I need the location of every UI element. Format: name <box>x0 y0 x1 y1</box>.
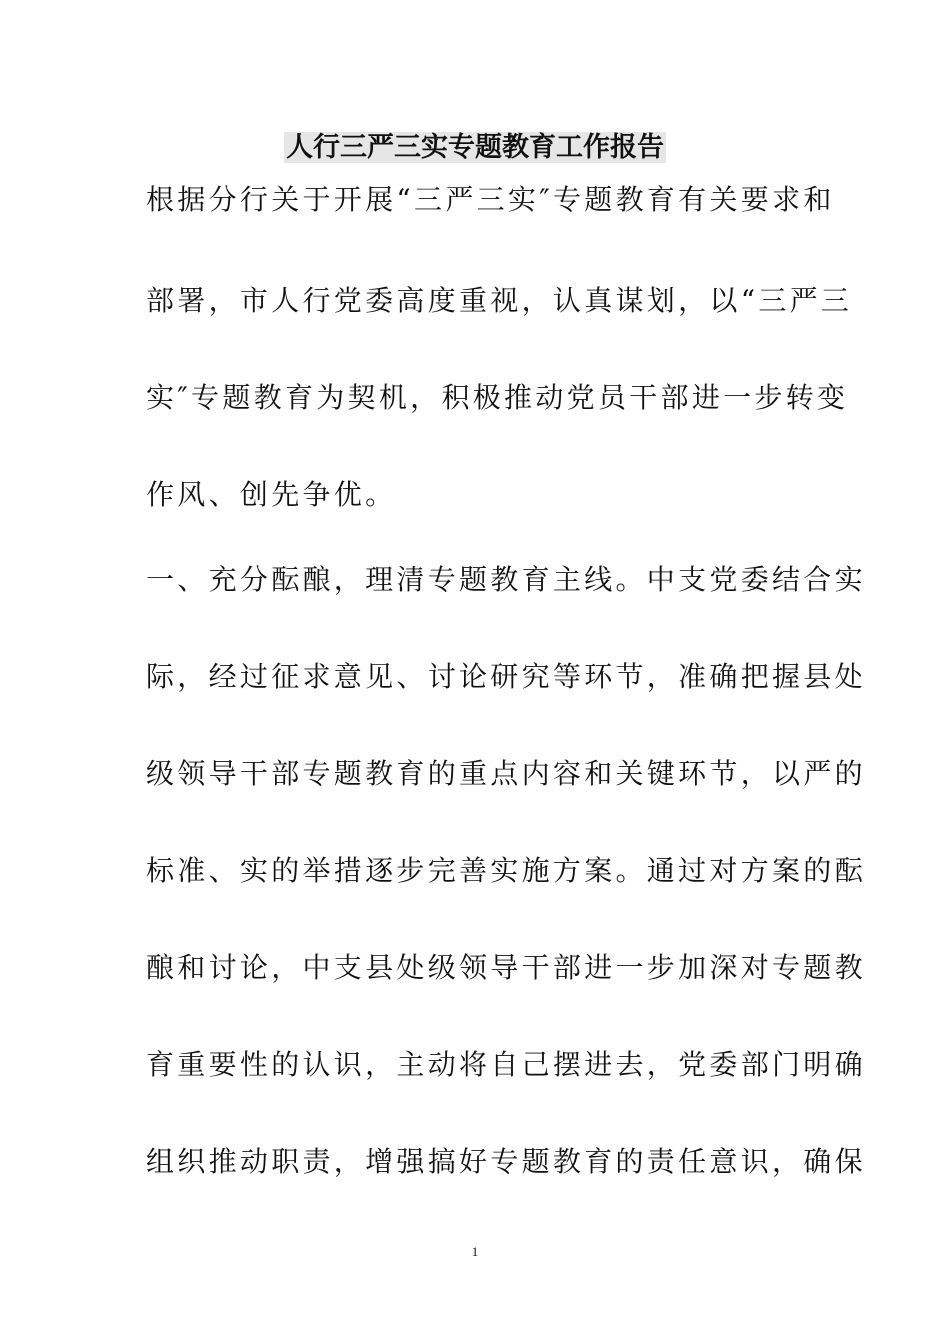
document-title-text: 人行三严三实专题教育工作报告 <box>286 132 664 163</box>
body-text-line: 育重要性的认识，主动将自己摆进去，党委部门明确 <box>146 1048 866 1081</box>
body-text-line: 作风、创先争优。 <box>146 478 397 511</box>
body-text-line: 际，经过征求意见、讨论研究等环节，准确把握县处 <box>146 660 866 693</box>
body-text-line: 组织推动职责，增强搞好专题教育的责任意识，确保 <box>146 1145 866 1178</box>
body-text-line: 一、充分酝酿，理清专题教育主线。中支党委结合实 <box>146 563 866 596</box>
body-text-line: 标准、实的举措逐步完善实施方案。通过对方案的酝 <box>146 854 866 887</box>
body-text-line: 根据分行关于开展“三严三实″专题教育有关要求和 <box>146 183 835 216</box>
body-text-line: 酿和讨论，中支县处级领导干部进一步加深对专题教 <box>146 951 866 984</box>
document-title <box>0 128 950 168</box>
page-number: 1 <box>471 1244 479 1259</box>
body-text-line: 级领导干部专题教育的重点内容和关键环节，以严的 <box>146 757 866 790</box>
body-text-line: 部署，市人行党委高度重视，认真谋划，以“三严三 <box>146 284 853 317</box>
body-text-line: 实″专题教育为契机，积极推动党员干部进一步转变 <box>146 381 849 414</box>
